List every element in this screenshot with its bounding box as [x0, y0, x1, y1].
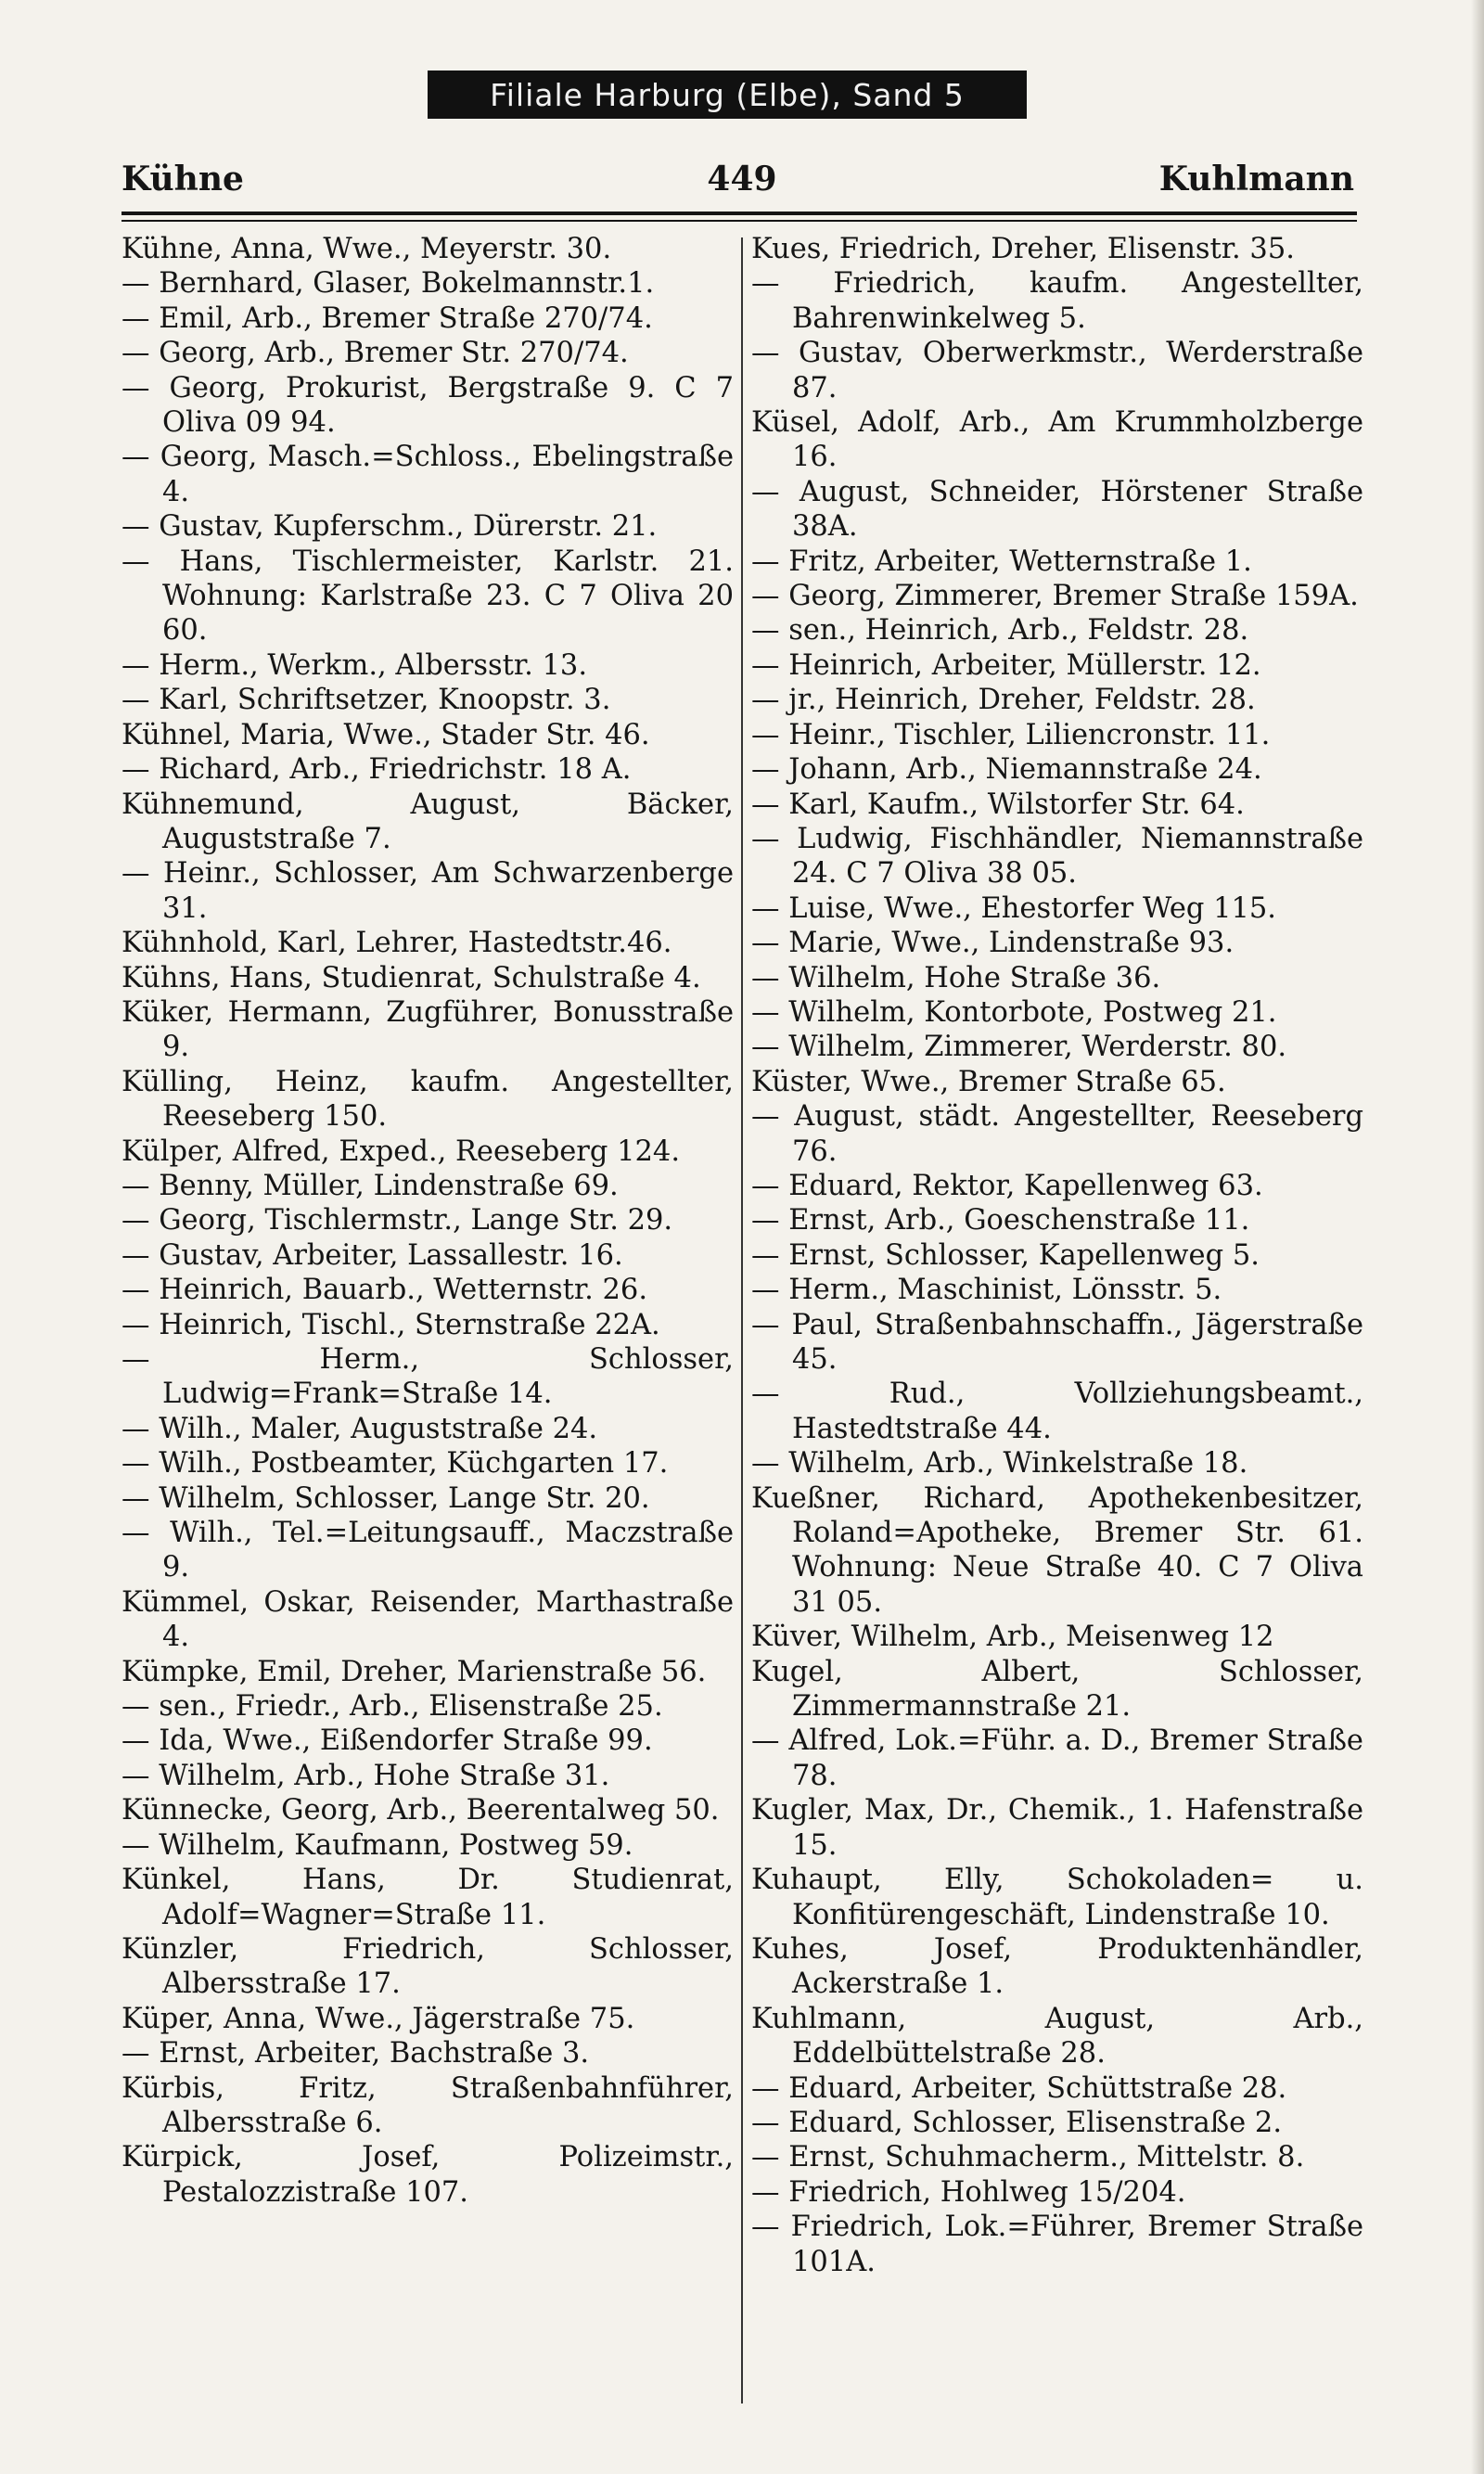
directory-entry: — Fritz, Arbeiter, Wetternstraße 1. — [751, 545, 1252, 578]
directory-entry: — Herm., Schlosser, Ludwig=Frank=Straße 14. — [122, 1343, 734, 1411]
left-column — [122, 232, 734, 2210]
header-rule-thick — [122, 212, 1357, 215]
directory-entry: — Georg, Masch.=Schloss., Ebelingstraße 4. — [122, 441, 734, 508]
directory-entry: — Friedrich, kaufm. Angestellter, Bahrenwinkelweg 5. — [751, 267, 1363, 335]
directory-entry: — Herm., Maschinist, Lönsstr. 5. — [751, 1274, 1222, 1307]
directory-entry: Kueßner, Richard, Apothekenbesitzer, Roland=Apotheke, Bremer Str. 61. Wohnung: Neue Straße 40. C 7 Oliva 31 05. — [751, 1481, 1363, 1619]
column-divider — [741, 237, 743, 2403]
directory-entry: — Heinrich, Arbeiter, Müllerstr. 12. — [751, 648, 1261, 682]
directory-entry: Kürpick, Josef, Polizeimstr., Pestalozzistraße 107. — [122, 2141, 734, 2209]
directory-entry: Kues, Friedrich, Dreher, Elisenstr. 35. — [751, 233, 1295, 265]
header-rule-thin — [122, 220, 1357, 222]
directory-entry: Küster, Wwe., Bremer Straße 65. — [751, 1065, 1226, 1098]
directory-entry: — Eduard, Rektor, Kapellenweg 63. — [751, 1169, 1263, 1202]
directory-entry: Kuhaupt, Elly, Schokoladen= u. Konfitürengeschäft, Lindenstraße 10. — [751, 1864, 1363, 1931]
directory-entry: — Karl, Schriftsetzer, Knoopstr. 3. — [122, 684, 611, 717]
directory-entry: — Georg, Prokurist, Bergstraße 9. C 7 Oliva 09 94. — [122, 371, 734, 440]
directory-entry: Kuhes, Josef, Produktenhändler, Ackerstraße 1. — [751, 1932, 1363, 2001]
directory-entry: Künnecke, Georg, Arb., Beerentalweg 50. — [122, 1794, 720, 1827]
directory-entry: — Wilhelm, Kontorbote, Postweg 21. — [751, 995, 1277, 1029]
directory-entry: — Wilh., Postbeamter, Küchgarten 17. — [122, 1447, 669, 1481]
directory-entry: — Wilhelm, Hohe Straße 36. — [751, 961, 1161, 994]
directory-entry: — Herm., Werkm., Albersstr. 13. — [122, 648, 588, 682]
directory-entry: — Georg, Zimmerer, Bremer Straße 159A. — [751, 580, 1359, 613]
directory-entry: — Wilh., Tel.=Leitungsauff., Maczstraße 9. — [122, 1517, 734, 1584]
directory-entry: — Marie, Wwe., Lindenstraße 93. — [751, 927, 1235, 960]
directory-entry: Kühnel, Maria, Wwe., Stader Str. 46. — [122, 718, 650, 751]
directory-entry: — sen., Heinrich, Arb., Feldstr. 28. — [751, 614, 1249, 647]
running-head-last-name: Kuhlmann — [1158, 160, 1354, 199]
directory-entry: — Karl, Kaufm., Wilstorfer Str. 64. — [751, 788, 1245, 821]
directory-entry: — Ludwig, Fischhändler, Niemannstraße 24. C 7 Oliva 38 05. — [751, 822, 1363, 891]
directory-entry: Kugler, Max, Dr., Chemik., 1. Hafenstraße 15. — [751, 1794, 1363, 1862]
directory-entry: — Friedrich, Lok.=Führer, Bremer Straße 101A. — [751, 2211, 1363, 2278]
directory-entry: Küper, Anna, Wwe., Jägerstraße 75. — [122, 2002, 635, 2035]
directory-entry: — Wilhelm, Zimmerer, Werderstr. 80. — [751, 1031, 1287, 1064]
directory-entry: — Alfred, Lok.=Führ. a. D., Bremer Straße 78. — [751, 1724, 1363, 1792]
directory-entry: — Heinrich, Bauarb., Wetternstr. 26. — [122, 1274, 648, 1307]
page-edge-shadow — [1471, 0, 1484, 2474]
directory-entry: — Gustav, Arbeiter, Lassallestr. 16. — [122, 1238, 623, 1272]
directory-entry: — Georg, Arb., Bremer Str. 270/74. — [122, 337, 629, 370]
directory-entry: Kürbis, Fritz, Straßenbahnführer, Albersstraße 6. — [122, 2071, 734, 2139]
running-head-first-name: Kühne — [122, 160, 244, 199]
directory-entry: — Paul, Straßenbahnschaffn., Jägerstraße 45. — [751, 1308, 1363, 1376]
directory-entry: — Wilhelm, Kaufmann, Postweg 59. — [122, 1828, 633, 1862]
directory-entry: — Wilh., Maler, Auguststraße 24. — [122, 1412, 598, 1445]
directory-entry: Künzler, Friedrich, Schlosser, Albersstraße 17. — [122, 1932, 734, 2001]
directory-entry: Kümpke, Emil, Dreher, Marienstraße 56. — [122, 1655, 707, 1688]
page-number: 449 — [707, 160, 777, 199]
directory-entry: — Wilhelm, Schlosser, Lange Str. 20. — [122, 1481, 650, 1515]
directory-entry: — Ernst, Schlosser, Kapellenweg 5. — [751, 1238, 1260, 1272]
directory-entry: Kugel, Albert, Schlosser, Zimmermannstraße 21. — [751, 1655, 1363, 1724]
branch-banner: Filiale Harburg (Elbe), Sand 5 — [428, 71, 1027, 119]
directory-entry: — Johann, Arb., Niemannstraße 24. — [751, 753, 1262, 787]
directory-entry: — Ernst, Arbeiter, Bachstraße 3. — [122, 2037, 590, 2070]
directory-entry: — Richard, Arb., Friedrichstr. 18 A. — [122, 753, 632, 787]
directory-entry: Künkel, Hans, Dr. Studienrat, Adolf=Wagner=Straße 11. — [122, 1864, 734, 1931]
directory-entry: — Friedrich, Hohlweg 15/204. — [751, 2175, 1186, 2209]
directory-entry: — Gustav, Oberwerkmstr., Werderstraße 87. — [751, 337, 1363, 404]
directory-entry: — Eduard, Schlosser, Elisenstraße 2. — [751, 2106, 1283, 2139]
directory-entry: — Eduard, Arbeiter, Schüttstraße 28. — [751, 2071, 1287, 2105]
directory-entry: — Rud., Vollziehungsbeamt., Hastedtstraße 44. — [751, 1378, 1363, 1445]
directory-entry: — Wilhelm, Arb., Winkelstraße 18. — [751, 1447, 1248, 1481]
directory-entry: — Heinr., Tischler, Liliencronstr. 11. — [751, 718, 1271, 751]
right-column — [751, 232, 1363, 2279]
directory-entry: Külling, Heinz, kaufm. Angestellter, Reeseberg 150. — [122, 1065, 734, 1134]
directory-entry: — Heinrich, Tischl., Sternstraße 22A. — [122, 1308, 660, 1341]
directory-entry: Kühns, Hans, Studienrat, Schulstraße 4. — [122, 961, 701, 994]
directory-entry: Külper, Alfred, Exped., Reeseberg 124. — [122, 1134, 681, 1168]
directory-entry: — Ida, Wwe., Eißendorfer Straße 99. — [122, 1724, 653, 1758]
directory-entry: — August, Schneider, Hörstener Straße 38A. — [751, 475, 1363, 544]
directory-entry: — Benny, Müller, Lindenstraße 69. — [122, 1169, 619, 1202]
directory-entry: Kühne, Anna, Wwe., Meyerstr. 30. — [122, 233, 612, 265]
directory-entry: — jr., Heinrich, Dreher, Feldstr. 28. — [751, 684, 1256, 717]
directory-entry: — Gustav, Kupferschm., Dürerstr. 21. — [122, 510, 658, 544]
directory-entry: Kümmel, Oskar, Reisender, Marthastraße 4. — [122, 1585, 734, 1654]
directory-entry: Kühnemund, August, Bäcker, Auguststraße 7. — [122, 788, 734, 855]
directory-entry: — Heinr., Schlosser, Am Schwarzenberge 31. — [122, 857, 734, 925]
directory-entry: — Luise, Wwe., Ehestorfer Weg 115. — [751, 891, 1276, 925]
directory-entry: Küver, Wilhelm, Arb., Meisenweg 12 — [751, 1621, 1274, 1654]
directory-entry: Küsel, Adolf, Arb., Am Krummholzberge 16. — [751, 406, 1363, 474]
directory-entry: — sen., Friedr., Arb., Elisenstraße 25. — [122, 1690, 663, 1724]
directory-entry: — Georg, Tischlermstr., Lange Str. 29. — [122, 1204, 673, 1237]
directory-entry: — Ernst, Arb., Goeschenstraße 11. — [751, 1204, 1250, 1237]
directory-entry: — Emil, Arb., Bremer Straße 270/74. — [122, 301, 653, 335]
directory-entry: Kühnhold, Karl, Lehrer, Hastedtstr.46. — [122, 927, 672, 960]
directory-entry: — Wilhelm, Arb., Hohe Straße 31. — [122, 1759, 610, 1792]
directory-entry: Küker, Hermann, Zugführer, Bonusstraße 9. — [122, 995, 734, 1064]
directory-entry: — August, städt. Angestellter, Reeseberg 76. — [751, 1100, 1363, 1168]
directory-entry: — Hans, Tischlermeister, Karlstr. 21. Wohnung: Karlstraße 23. C 7 Oliva 20 60. — [122, 545, 734, 647]
directory-entry: Kuhlmann, August, Arb., Eddelbüttelstraße 28. — [751, 2002, 1363, 2070]
directory-entry: — Bernhard, Glaser, Bokelmannstr.1. — [122, 267, 655, 301]
directory-entry: — Ernst, Schuhmacherm., Mittelstr. 8. — [751, 2141, 1305, 2174]
